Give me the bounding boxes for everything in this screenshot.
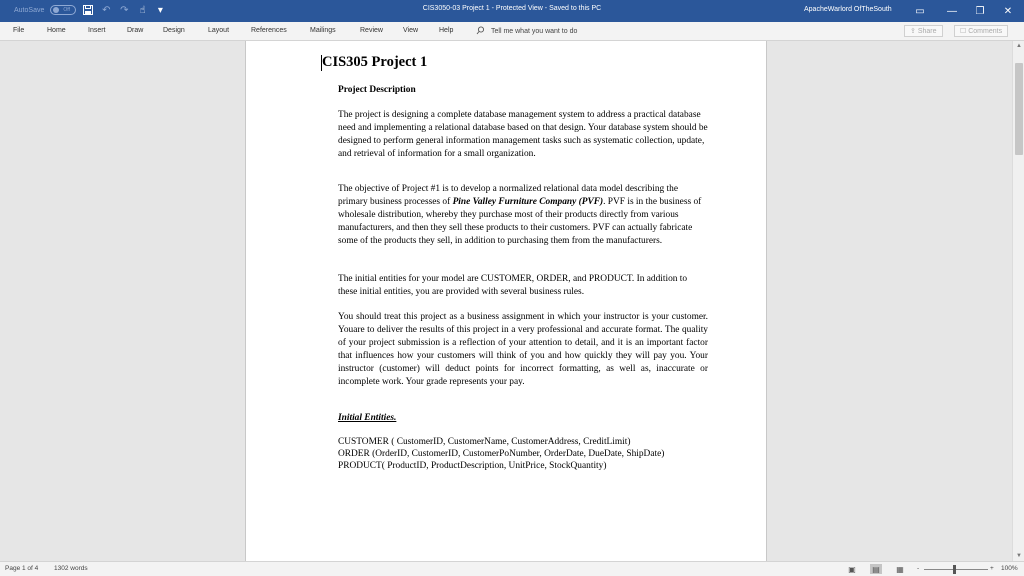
focus-mode-icon[interactable]: ▣: [848, 564, 856, 574]
paragraph-1: The project is designing a complete database management system to address a practical database need and implementing a relational database based on that design. Your database system should be designed to perform general information management tasks such as systematic collection, update, and retrieval of information for a small organization.: [338, 110, 708, 159]
zoom-slider-thumb[interactable]: [953, 565, 956, 574]
page-count[interactable]: Page 1 of 4: [5, 565, 39, 572]
touch-mode-icon[interactable]: ☝: [139, 4, 146, 16]
zoom-level[interactable]: 100%: [1001, 565, 1018, 572]
close-icon[interactable]: ✕: [1003, 5, 1013, 17]
vertical-scrollbar[interactable]: [1012, 41, 1024, 561]
ribbon-tabs: [0, 22, 1024, 41]
customize-icon[interactable]: ▾: [157, 4, 163, 16]
paragraph-3: The initial entities for your model are CUSTOMER, ORDER, and PRODUCT. In addition to these initial entities, you are provided with several business rules.: [338, 274, 688, 297]
document-page[interactable]: [245, 41, 767, 561]
document-area: [0, 41, 1012, 561]
lightbulb-icon: [476, 26, 485, 37]
tab-draw[interactable]: Draw: [127, 27, 144, 34]
entities-heading: Initial Entities.: [338, 413, 397, 423]
paragraph-2-text-a: The objective of Project #1 is to develop a normalized relational data model describing the primary business processes of: [338, 184, 678, 207]
tab-layout[interactable]: Layout: [208, 27, 230, 34]
entity-customer: CUSTOMER ( CustomerID, CustomerName, CustomerAddress, CreditLimit): [338, 437, 631, 447]
ribbon-display-icon[interactable]: ▭: [915, 5, 925, 17]
comments-label: Comments: [968, 28, 1003, 35]
share-label: Share: [917, 28, 937, 35]
section-heading: Project Description: [338, 85, 416, 95]
tab-review[interactable]: Review: [360, 27, 383, 34]
minimize-icon[interactable]: —: [947, 5, 957, 17]
entity-product: PRODUCT( ProductID, ProductDescription, UnitPrice, StockQuantity): [338, 461, 607, 471]
scroll-thumb[interactable]: [1015, 63, 1023, 155]
zoom-slider[interactable]: [924, 569, 988, 570]
status-bar: [0, 561, 1024, 576]
zoom-out-button[interactable]: -: [917, 565, 920, 572]
save-icon[interactable]: [82, 4, 94, 16]
paragraph-2: [338, 183, 708, 248]
tab-insert[interactable]: Insert: [88, 27, 106, 34]
print-layout-icon[interactable]: ▤: [870, 564, 882, 574]
title-bar: [0, 0, 1024, 22]
document-title: CIS305 Project 1: [322, 54, 428, 70]
undo-icon[interactable]: ↶: [102, 4, 111, 16]
company-abbr: (PVF): [578, 196, 604, 207]
tab-design[interactable]: Design: [163, 27, 185, 34]
company-name: Pine Valley Furniture Company: [452, 196, 577, 207]
scroll-up-icon[interactable]: ▲: [1016, 43, 1022, 49]
share-button[interactable]: ⇪ Share: [904, 25, 943, 37]
redo-icon[interactable]: ↷: [120, 4, 129, 16]
tab-home[interactable]: Home: [47, 27, 66, 34]
tab-references[interactable]: References: [251, 27, 287, 34]
zoom-in-button[interactable]: +: [990, 565, 994, 572]
scroll-down-icon[interactable]: ▼: [1016, 553, 1022, 559]
word-count[interactable]: 1302 words: [54, 565, 88, 572]
tell-me-text: Tell me what you want to do: [491, 28, 578, 35]
tab-view[interactable]: View: [403, 27, 419, 34]
window-title: CIS3050-03 Project 1 - Protected View - Saved to this PC: [422, 5, 602, 12]
web-layout-icon[interactable]: ▦: [896, 564, 904, 574]
tab-file[interactable]: File: [13, 27, 25, 34]
entity-order: ORDER (OrderID, CustomerID, CustomerPoNumber, OrderDate, DueDate, ShipDate): [338, 449, 665, 459]
paragraph-2-text-b: . PVF is in the business of wholesale distribution, whereby they purchase most of their products directly from various manufacturers, and then they sell these products to their customers. PVF can actually fabricate some of the products they sell, in addition to purchasing them from the manufacturers.: [338, 196, 702, 246]
user-name[interactable]: ApacheWarlord OfTheSouth: [804, 6, 892, 13]
autosave-label: AutoSave: [14, 6, 45, 14]
autosave-toggle[interactable]: Off: [50, 5, 76, 15]
quick-access-toolbar: [14, 4, 166, 16]
tell-me-search[interactable]: [476, 26, 577, 37]
tab-help[interactable]: Help: [439, 27, 454, 34]
restore-icon[interactable]: ❐: [975, 5, 985, 17]
paragraph-4: You should treat this project as a business assignment in which your instructor is your customer. Youare to deliver the results of this project in a very professional and accurate format. The quality of your project submission is a reflection of your attention to detail, and it is an important factor that influences how your customers will think of you and how quickly they will pay you. Your instructor (customer) will deduct points for incorrect formatting, as well as, inaccurate or incomplete work. Your grade represents your pay.: [338, 312, 708, 387]
tab-mailings[interactable]: Mailings: [310, 27, 336, 34]
comments-button[interactable]: ☐ Comments: [954, 25, 1008, 37]
